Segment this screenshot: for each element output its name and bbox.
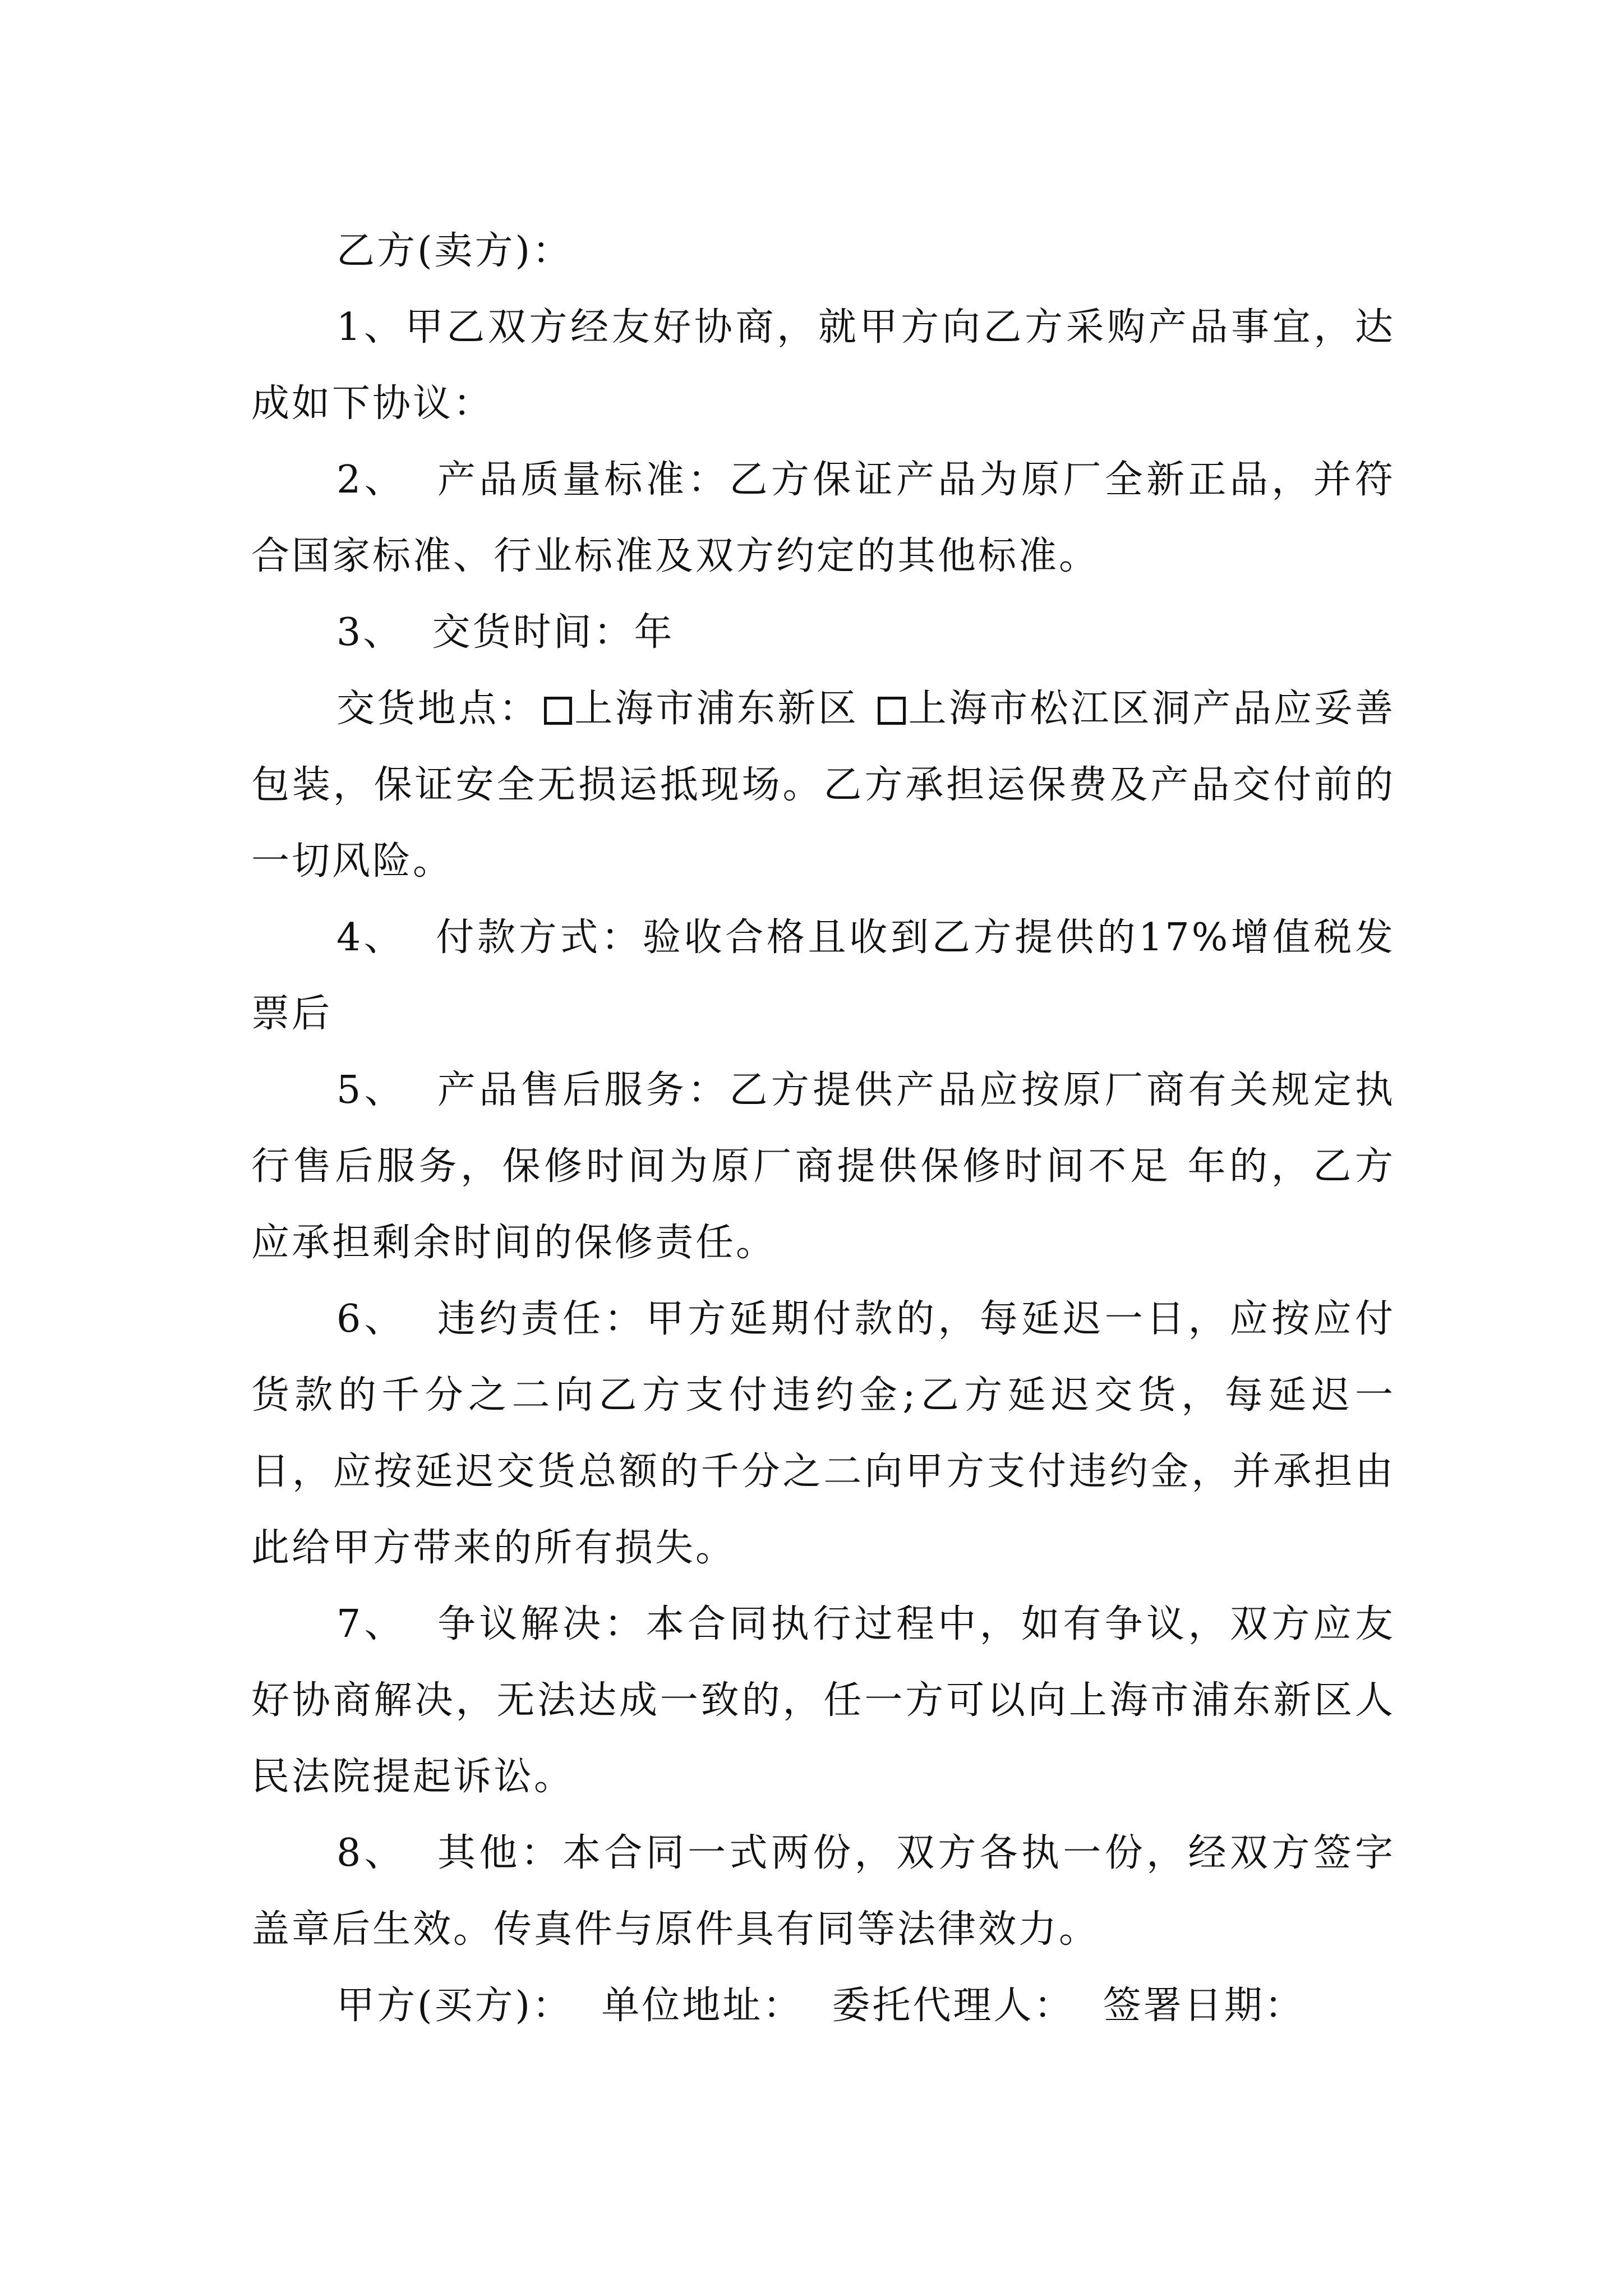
contract-body	[251, 213, 1395, 2044]
delivery-location-paragraph	[251, 671, 1395, 900]
clause-8-other: 8、 其他：本合同一式两份，双方各执一份，经双方签字盖章后生效。传真件与原件具有同等法律效力。	[251, 1831, 1395, 1952]
seller-party-line: 乙方(卖方)：	[336, 229, 573, 273]
delivery-option-pudong: 上海市浦东新区	[574, 687, 874, 731]
delivery-location-label: 交货地点：	[336, 687, 540, 731]
checkbox-pudong[interactable]	[544, 697, 572, 725]
clause-2-quality: 2、 产品质量标准：乙方保证产品为原厂全新正品，并符合国家标准、行业标准及双方约定的其他标准。	[251, 458, 1395, 578]
clause-4-payment: 4、 付款方式：验收合格且收到乙方提供的17%增值税发票后	[251, 915, 1395, 1036]
clause-1: 1、甲乙双方经友好协商，就甲方向乙方采购产品事宜，达成如下协议：	[251, 305, 1395, 426]
clause-5-after-sales: 5、 产品售后服务：乙方提供产品应按原厂商有关规定执行售后服务，保修时间为原厂商提供保修时间不足 年的，乙方应承担剩余时间的保修责任。	[251, 1068, 1395, 1265]
clause-7-dispute: 7、 争议解决：本合同执行过程中，如有争议，双方应友好协商解决，无法达成一致的，任一方可以向上海市浦东新区人民法院提起诉讼。	[251, 1602, 1395, 1799]
clause-6-liability: 6、 违约责任：甲方延期付款的，每延迟一日，应按应付货款的千分之二向乙方支付违约金;乙方延迟交货，每延迟一日，应按延迟交货总额的千分之二向甲方支付违约金，并承担由此给甲方带来的所有损失。	[251, 1297, 1395, 1570]
delivery-option-songjiang: 上海市松江区洞产品应妥善包装，保证安全无损运抵现场。乙方承担运保费及产品交付前的一切风险。	[251, 687, 1395, 884]
clause-3-delivery-time: 3、 交货时间：年	[336, 610, 675, 655]
buyer-signature-line: 甲方(买方)： 单位地址： 委托代理人： 签署日期：	[336, 1984, 1305, 2028]
checkbox-songjiang[interactable]	[878, 697, 906, 725]
